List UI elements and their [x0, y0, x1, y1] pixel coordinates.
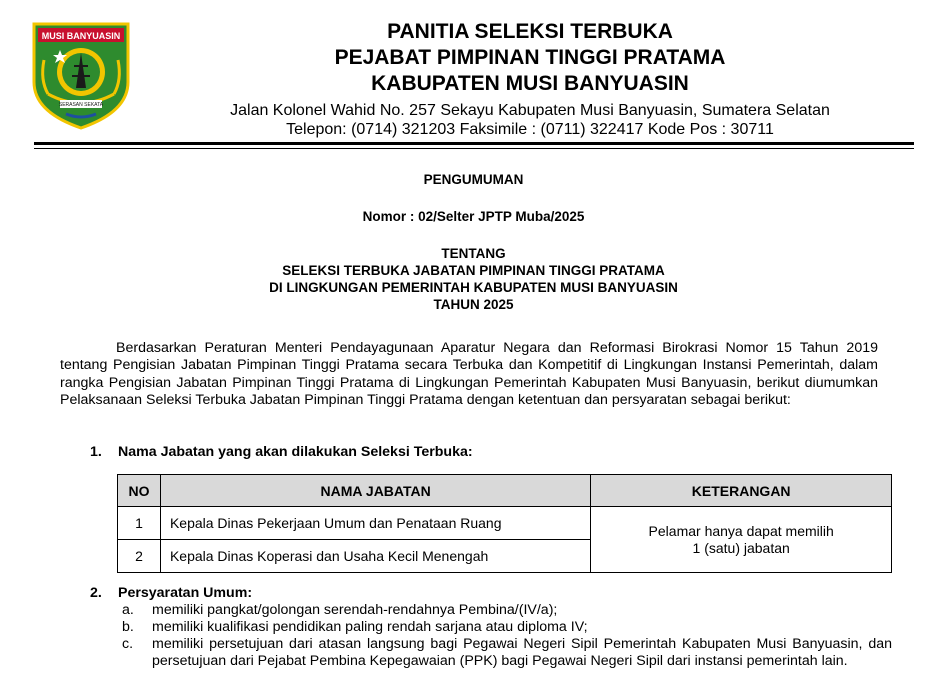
section-2-title: Persyaratan Umum:: [118, 585, 253, 601]
section-1-number: 1.: [90, 444, 102, 460]
table-row: [118, 507, 892, 540]
logo-text: MUSI BANYUASIN: [41, 31, 121, 41]
doc-number: Nomor : 02/Selter JPTP Muba/2025: [362, 209, 585, 224]
doc-heading: PENGUMUMAN: [423, 172, 524, 187]
header-title-2: PEJABAT PIMPINAN TINGGI PRATAMA: [334, 46, 726, 69]
musi-banyuasin-emblem: [30, 20, 132, 130]
letterhead-rule-thick: [34, 142, 914, 145]
doc-subject-2: DI LINGKUNGAN PEMERINTAH KABUPATEN MUSI BANYUASIN: [269, 280, 678, 295]
keterangan-line-2: 1 (satu) jabatan: [692, 539, 790, 556]
list-item-letter: a.: [122, 602, 134, 618]
list-item-letter: c.: [122, 636, 134, 652]
col-header-keterangan: KETERANGAN: [591, 475, 892, 507]
doc-subject-1: SELEKSI TERBUKA JABATAN PIMPINAN TINGGI PRATAMA: [282, 263, 665, 278]
header-title-3: KABUPATEN MUSI BANYUASIN: [371, 72, 689, 95]
logo-motto: SERASAN SEKATA: [58, 102, 104, 108]
col-header-no: NO: [118, 475, 161, 507]
doc-subject-3: TAHUN 2025: [433, 297, 514, 312]
letterhead-rule-thin: [34, 148, 914, 149]
section-2-number: 2.: [90, 585, 102, 601]
jabatan-table: [117, 474, 892, 573]
doc-about: TENTANG: [441, 246, 506, 261]
section-1-title: Nama Jabatan yang akan dilakukan Seleksi Terbuka:: [118, 444, 473, 460]
keterangan-line-1: Pelamar hanya dapat memilih: [648, 522, 834, 539]
intro-paragraph: Berdasarkan Peraturan Menteri Pendayagunaan Aparatur Negara dan Reformasi Birokrasi Nomor 15 Tahun 2019 tentang Pengisian Jabatan Pimpinan Tinggi Pratama secara Terbuka dan Kompetitif di Lingkungan Instansi Pemerintah, dalam rangka Pengisian Jabatan Pimpinan Tinggi Pratama di Lingkungan Pemerintah Kabupaten Musi Banyuasin, berikut diumumkan Pelaksanaan Seleksi Terbuka Jabatan Pimpinan Tinggi Pratama dengan ketentuan dan persyaratan sebagai berikut:: [60, 340, 878, 409]
row-no: 2: [118, 540, 161, 573]
list-item-text: memiliki pangkat/golongan serendah-rendahnya Pembina/(IV/a);: [152, 602, 558, 618]
list-item-text: memiliki kualifikasi pendidikan paling rendah sarjana atau diploma IV;: [152, 619, 588, 635]
row-nama-jabatan: Kepala Dinas Koperasi dan Usaha Kecil Menengah: [160, 540, 590, 573]
col-header-nama: NAMA JABATAN: [160, 475, 590, 507]
row-nama-jabatan: Kepala Dinas Pekerjaan Umum dan Penataan Ruang: [160, 507, 590, 540]
header-contact: Telepon: (0714) 321203 Faksimile : (0711) 322417 Kode Pos : 30711: [286, 121, 774, 138]
header-address: Jalan Kolonel Wahid No. 257 Sekayu Kabupaten Musi Banyuasin, Sumatera Selatan: [230, 102, 830, 119]
row-no: 1: [118, 507, 161, 540]
header-title-1: PANITIA SELEKSI TERBUKA: [387, 20, 673, 43]
table-header-row: [118, 475, 892, 507]
list-item-letter: b.: [122, 619, 134, 635]
list-item-text: memiliki persetujuan dari atasan langsung bagi Pegawai Negeri Sipil Pemerintah Kabupaten Musi Banyuasin, dan persetujuan dari Pejabat Pembina Kepegawaian (PPK) bagi Pegawai Negeri Sipil dari instansi pemerintah lain.: [152, 636, 892, 669]
row-keterangan: [591, 507, 892, 573]
